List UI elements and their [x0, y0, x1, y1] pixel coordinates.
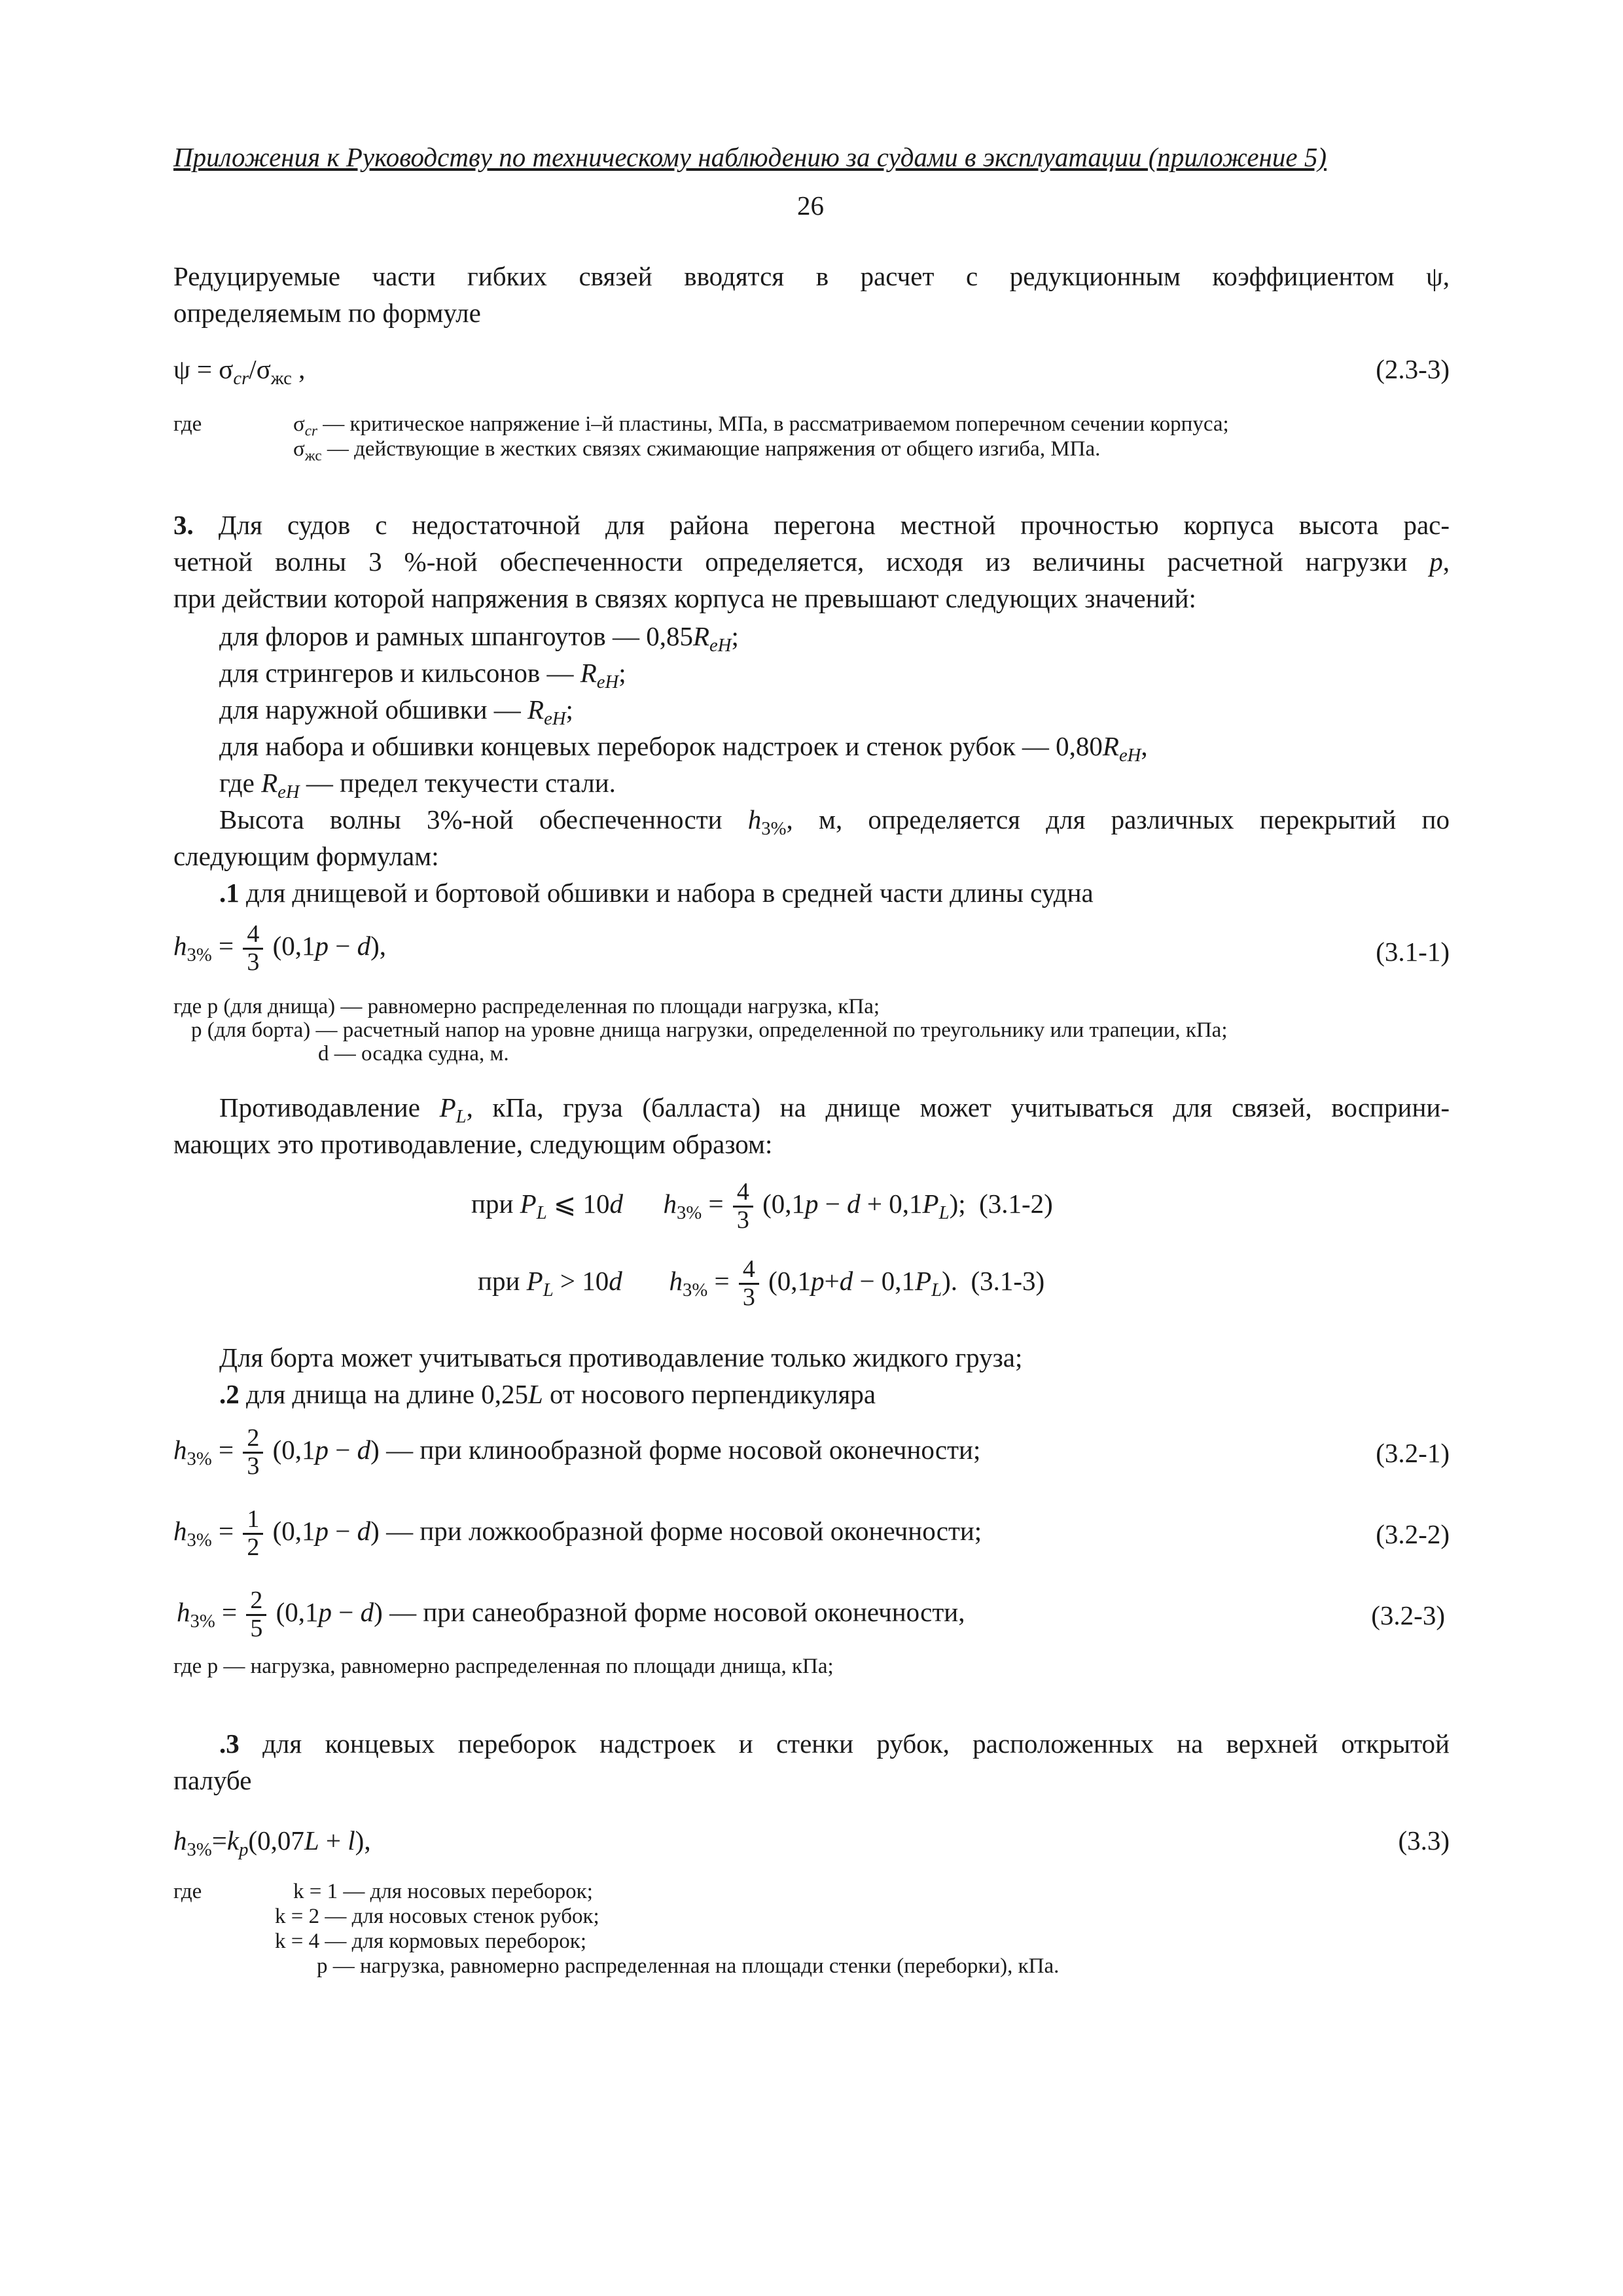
- wave-height-line-1: Высота волны 3%-ной обеспеченности $h_{3\%}$, м, определяется для различных перекрытий по: [219, 804, 1450, 840]
- section3-line-3: при действии которой напряжения в связях корпуса не превышают следующих значений:: [173, 583, 1196, 613]
- formula-3-2-2: $h_{3\%}$ = $\frac{1}{2}$ (0,1p − d) — при ложкообразной форме носовой оконечности;: [173, 1505, 982, 1561]
- formula-3-1-1: $h_{3\%}$ = $\frac{4}{3}$ (0,1p − d),: [173, 920, 387, 976]
- formula-number: (2.3-3): [1376, 354, 1450, 384]
- section3-line-2: четной волны 3 %-ной обеспеченности определяется, исходя из величины расчетной нагрузки p,: [173, 547, 1450, 577]
- formula-number: (3.2-1): [1376, 1438, 1450, 1468]
- formula-3-2-1: $h_{3\%}$ = $\frac{2}{3}$ (0,1p − d) — при клинообразной форме носовой оконечности;: [173, 1424, 981, 1480]
- where-bottom: где p (для днища) — равномерно распределенная по площади нагрузка, кПа;: [173, 995, 880, 1018]
- formula-number: (3.1-1): [1376, 937, 1450, 967]
- where-label: где: [173, 412, 202, 436]
- formula-number: (3.2-2): [1376, 1519, 1450, 1549]
- list-item-stringers: для стрингеров и кильсонов — $R_{eH}$;: [219, 658, 626, 693]
- formula-3-3: $h_{3\%}=k_p(0,07L + l)$,: [173, 1825, 371, 1861]
- formula-3-1-2: при $P_L$ ⩽ 10d $h_{3\%}$ = $\frac{4}{3}$ $(0,1p - d + 0,1P_L)$; (3.1-2): [471, 1178, 1053, 1234]
- formula-number: (3.3): [1398, 1825, 1450, 1856]
- k-def-2: k = 2 — для носовых стенок рубок;: [275, 1905, 599, 1928]
- running-title: Приложения к Руководству по техническому наблюдению за судами в эксплуатации (приложение 5): [173, 142, 1327, 172]
- point-3-line-1: .3 для концевых переборок надстроек и стенки рубок, расположенных на верхней открытой: [219, 1729, 1450, 1759]
- k-def-4: k = 4 — для кормовых переборок;: [275, 1929, 586, 1953]
- intro-line-1: Редуцируемые части гибких связей вводятся в расчет с редукционным коэффициентом ψ,: [173, 261, 1450, 291]
- formula-2-3-3: $\psi = \sigma_{cr}/\sigma_{жс}$ ,: [173, 354, 306, 389]
- k-def-1: k = 1 — для носовых переборок;: [293, 1880, 593, 1903]
- page-number: 26: [797, 190, 824, 221]
- counter-pressure-line-1: Противодавление $P_L$, кПа, груза (балласта) на днище может учитываться для связей, восприни-: [219, 1092, 1450, 1128]
- definition-sigma-zhs: $\sigma_{жс}$ — действующие в жестких связях сжимающие напряжения от общего изгиба, МПа.: [293, 437, 1101, 464]
- definition-sigma-cr: $\sigma_{cr}$ — критическое напряжение i–й пластины, МПа, в рассматриваемом поперечном сечении корпуса;: [293, 412, 1229, 439]
- formula-3-2-3: $h_{3\%}$ = $\frac{2}{5}$ (0,1p − d) — при санеобразной форме носовой оконечности,: [177, 1587, 965, 1642]
- point-3-line-2: палубе: [173, 1765, 252, 1795]
- list-item-bulkheads: для набора и обшивки концевых переборок надстроек и стенок рубок — $0,80R_{eH}$,: [219, 731, 1148, 766]
- formula-number: (3.2-3): [1371, 1600, 1445, 1630]
- list-item-floors: для флоров и рамных шпангоутов — $0,85R_{eH}$;: [219, 621, 739, 656]
- list-item-shell: для наружной обшивки — $R_{eH}$;: [219, 694, 573, 730]
- where-bottom-load: где p — нагрузка, равномерно распределенная по площади днища, кПа;: [173, 1655, 834, 1678]
- formula-3-1-3: при $P_L > 10d$ $h_{3\%}$ = $\frac{4}{3}$ $(0,1p+d - 0,1P_L)$. (3.1-3): [478, 1255, 1045, 1311]
- point-1-heading: .1 для днищевой и бортовой обшивки и набора в средней части длины судна: [219, 878, 1094, 908]
- p-def: p — нагрузка, равномерно распределенная на площади стенки (переборки), кПа.: [317, 1954, 1060, 1978]
- section3-line-1: 3. Для судов с недостаточной для района перегона местной прочностью корпуса высота рас-: [173, 510, 1450, 540]
- where-draft: d — осадка судна, м.: [318, 1042, 509, 1066]
- side-counter-pressure: Для борта может учитываться противодавление только жидкого груза;: [219, 1342, 1023, 1372]
- counter-pressure-line-2: мающих это противодавление, следующим образом:: [173, 1129, 773, 1159]
- list-item-yield: где $R_{eH}$ — предел текучести стали.: [219, 768, 616, 803]
- intro-line-2: определяемым по формуле: [173, 298, 481, 328]
- point-2-heading: .2 для днища на длине 0,25L от носового перпендикуляра: [219, 1379, 876, 1409]
- where-label: где: [173, 1880, 202, 1903]
- wave-height-line-2: следующим формулам:: [173, 841, 439, 871]
- where-side: p (для борта) — расчетный напор на уровне днища нагрузки, определенной по треугольнику или трапеции, кПа;: [191, 1018, 1228, 1042]
